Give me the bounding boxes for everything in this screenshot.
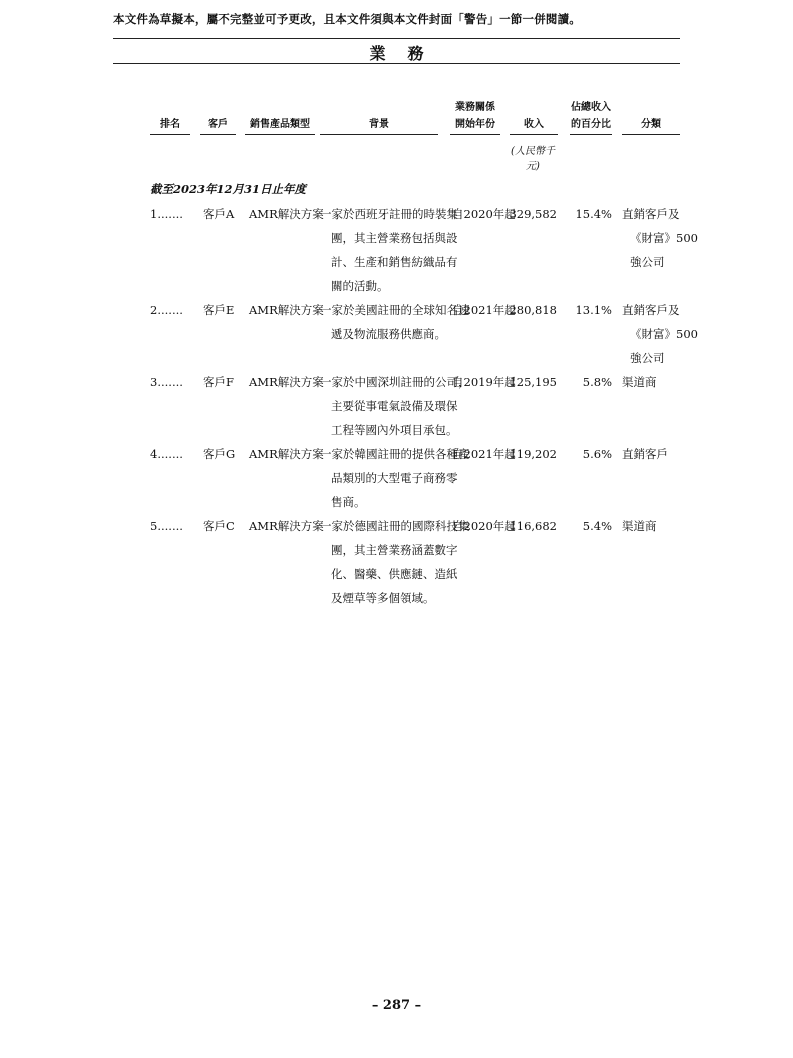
header-rule-top bbox=[113, 38, 680, 39]
col-header-classification: 分類 bbox=[641, 119, 661, 130]
row-customer: 客戶C bbox=[203, 519, 235, 533]
row-customer: 客戶A bbox=[203, 207, 235, 221]
row-background bbox=[320, 442, 470, 514]
row-product-type: AMR解決方案 bbox=[249, 303, 324, 317]
row-classification-line: 渠道商 bbox=[622, 519, 657, 533]
row-classification-line: 直銷客戶 bbox=[622, 447, 668, 461]
row-background-line: 主要從事電氣設備及環保 bbox=[331, 399, 458, 413]
col-header-rank: 排名 bbox=[160, 119, 180, 130]
row-customer: 客戶G bbox=[203, 447, 236, 461]
row-revenue: 125,195 bbox=[509, 375, 557, 389]
row-background-line: 一家於美國註冊的全球知名速 bbox=[320, 303, 470, 317]
row-rank: 4....... bbox=[150, 447, 183, 461]
col-header-start-year-underline bbox=[450, 134, 500, 135]
row-percent: 5.8% bbox=[582, 375, 612, 389]
row-revenue: 116,682 bbox=[509, 519, 557, 533]
row-classification bbox=[622, 514, 682, 538]
row-background-line: 計、生產和銷售紡織品有 bbox=[331, 255, 458, 269]
col-header-start-year-line2: 開始年份 bbox=[455, 119, 495, 130]
row-background-line: 化、醫藥、供應鏈、造紙 bbox=[331, 567, 458, 581]
row-classification-line: 《財富》500 bbox=[630, 231, 698, 245]
row-product-type: AMR解決方案 bbox=[249, 207, 324, 221]
row-classification-line: 《財富》500 bbox=[630, 327, 698, 341]
row-classification-line: 直銷客戶及 bbox=[622, 303, 680, 317]
row-customer: 客戶F bbox=[203, 375, 234, 389]
row-customer: 客戶E bbox=[203, 303, 235, 317]
row-start-year: 自2020年起 bbox=[452, 519, 516, 533]
row-rank: 3....... bbox=[150, 375, 183, 389]
row-classification bbox=[622, 442, 682, 466]
row-rank: 1....... bbox=[150, 207, 183, 221]
col-header-background: 背景 bbox=[369, 119, 389, 130]
draft-warning: 本文件為草擬本，屬不完整並可予更改，且本文件須與本文件封面「警告」一節一併閱讀。 bbox=[113, 12, 581, 26]
page-number: – 287 – bbox=[371, 998, 422, 1013]
row-revenue: 329,582 bbox=[509, 207, 557, 221]
row-revenue: 119,202 bbox=[509, 447, 557, 461]
col-header-revenue: 收入 bbox=[524, 119, 544, 130]
row-background-line: 團，其主營業務包括與設 bbox=[331, 231, 458, 245]
row-background-line: 售商。 bbox=[331, 495, 366, 509]
row-classification-line: 強公司 bbox=[630, 255, 665, 269]
row-percent: 5.4% bbox=[582, 519, 612, 533]
row-background-line: 一家於德國註冊的國際科技集 bbox=[320, 519, 470, 533]
row-background-line: 及煙草等多個領域。 bbox=[331, 591, 435, 605]
row-classification bbox=[622, 298, 698, 370]
row-background bbox=[320, 514, 470, 610]
row-product-type: AMR解決方案 bbox=[249, 519, 324, 533]
col-header-rank-underline bbox=[150, 134, 190, 135]
section-title: 業務 bbox=[369, 44, 446, 63]
col-header-percent-line1: 佔總收入 bbox=[571, 102, 611, 113]
col-header-customer: 客戶 bbox=[208, 119, 228, 130]
row-classification-line: 直銷客戶及 bbox=[622, 207, 680, 221]
row-background-line: 工程等國內外項目承包。 bbox=[331, 423, 458, 437]
row-rank: 2....... bbox=[150, 303, 183, 317]
row-background bbox=[320, 298, 470, 346]
row-product-type: AMR解決方案 bbox=[249, 447, 324, 461]
revenue-unit-label: (人民幣千元) bbox=[511, 146, 555, 172]
col-header-background-underline bbox=[320, 134, 438, 135]
row-classification-line: 渠道商 bbox=[622, 375, 657, 389]
row-percent: 13.1% bbox=[575, 303, 612, 317]
row-start-year: 自2021年起 bbox=[452, 447, 516, 461]
row-background-line: 團，其主營業務涵蓋數字 bbox=[331, 543, 458, 557]
row-start-year: 自2021年起 bbox=[452, 303, 516, 317]
row-background-line: 遞及物流服務供應商。 bbox=[331, 327, 446, 341]
row-start-year: 自2020年起 bbox=[452, 207, 516, 221]
row-start-year: 自2019年起 bbox=[452, 375, 516, 389]
col-header-percent-underline bbox=[570, 134, 612, 135]
col-header-customer-underline bbox=[200, 134, 236, 135]
row-background-line: 一家於西班牙註冊的時裝集 bbox=[320, 207, 458, 221]
header-rule-bottom bbox=[113, 63, 680, 64]
row-percent: 15.4% bbox=[575, 207, 612, 221]
row-background bbox=[320, 370, 470, 442]
row-background-line: 品類別的大型電子商務零 bbox=[331, 471, 458, 485]
col-header-revenue-underline bbox=[510, 134, 558, 135]
row-background-line: 一家於韓國註冊的提供各種產 bbox=[320, 447, 470, 461]
col-header-percent-line2: 的百分比 bbox=[571, 119, 611, 130]
row-background-line: 關的活動。 bbox=[331, 279, 389, 293]
row-product-type: AMR解決方案 bbox=[249, 375, 324, 389]
row-rank: 5....... bbox=[150, 519, 183, 533]
col-header-classification-underline bbox=[622, 134, 680, 135]
row-percent: 5.6% bbox=[582, 447, 612, 461]
period-heading: 截至2023年12月31日止年度 bbox=[150, 182, 307, 196]
col-header-start-year-line1: 業務關係 bbox=[455, 102, 495, 113]
row-classification bbox=[622, 370, 682, 394]
row-classification-line: 強公司 bbox=[630, 351, 665, 365]
col-header-product-type: 銷售產品類型 bbox=[250, 119, 310, 130]
row-background-line: 一家於中國深圳註冊的公司， bbox=[320, 375, 470, 389]
row-background bbox=[320, 202, 458, 298]
row-revenue: 280,818 bbox=[509, 303, 557, 317]
row-classification bbox=[622, 202, 698, 274]
col-header-product-type-underline bbox=[245, 134, 315, 135]
